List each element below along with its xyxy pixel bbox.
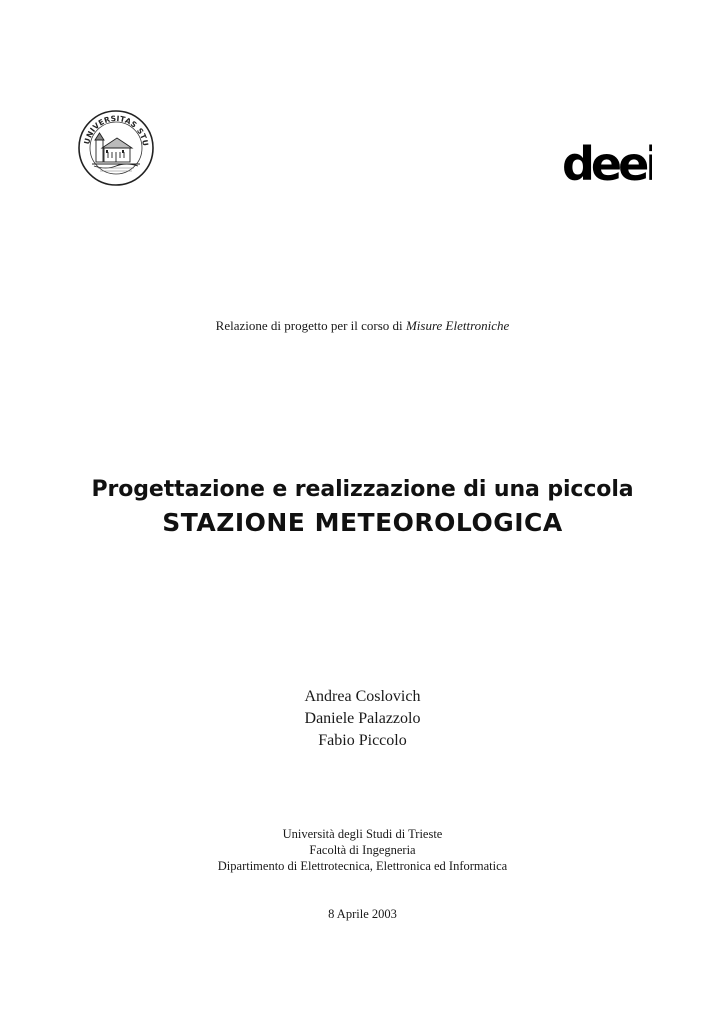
author-name: Fabio Piccolo: [318, 732, 407, 749]
svg-text:deei: deei: [562, 140, 652, 186]
university-name: Università degli Studi di Trieste: [282, 827, 443, 841]
author-name: Daniele Palazzolo: [304, 710, 421, 727]
svg-text:UNIVERSITAS STUDIORUM: UNIVERSITAS STU: [82, 113, 151, 147]
document-title-line2: STAZIONE METEOROLOGICA: [162, 508, 563, 537]
affiliation-block: [0, 826, 725, 874]
deei-logo-icon: [560, 140, 652, 186]
course-name: Misure Elettroniche: [405, 318, 510, 333]
faculty-name: Facoltà di Ingegneria: [309, 843, 416, 857]
author-name: Andrea Coslovich: [304, 688, 421, 705]
title-block: [0, 475, 725, 541]
university-seal-icon: [76, 108, 156, 188]
department-name: Dipartimento di Elettrotecnica, Elettronica ed Informatica: [217, 859, 508, 873]
document-title-line1: Progettazione e realizzazione di una piccola: [91, 477, 634, 502]
document-date: 8 Aprile 2003: [328, 907, 397, 921]
authors-list: [0, 686, 725, 752]
course-line: [0, 318, 725, 334]
course-line-prefix: Relazione di progetto per il corso di: [215, 318, 403, 333]
